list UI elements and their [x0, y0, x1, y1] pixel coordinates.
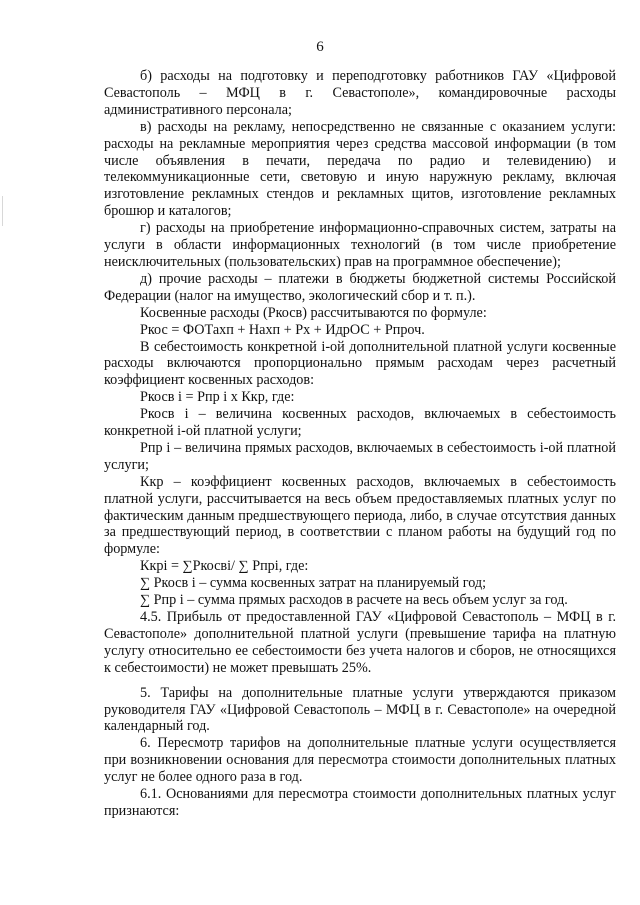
paragraph-b-training-expenses: б) расходы на подготовку и переподготовку работников ГАУ «Цифровой Севастополь – МФЦ в г. Севастополе», командировочные расходы административного персонала;	[104, 68, 616, 118]
definition-sum-indirect: ∑ Ркосв i – сумма косвенных затрат на планируемый год;	[140, 575, 487, 592]
paragraph-v-advertising-expenses: в) расходы на рекламу, непосредственно не связанные с оказанием услуги: расходы на рекламные мероприятия через средства массовой информации (в том числе объявления в печати, передача по радио и телевидению) и телекоммуникационные сети, световую и иную наружную рекламу, включая изготовление рекламных стендов и рекламных щитов, изготовление рекламных брошюр и каталогов;	[104, 118, 616, 220]
indirect-costs-intro: Косвенные расходы (Ркосв) рассчитываются по формуле:	[140, 304, 487, 321]
section-6-revision: 6. Пересмотр тарифов на дополнительные платные услуги осуществляется при возникновении основания для пересмотра стоимости дополнительных платных услуг не более одного раза в год.	[104, 735, 616, 786]
definition-sum-direct: ∑ Рпр i – сумма прямых расходов в расчете на весь объем услуг за год.	[140, 592, 568, 609]
indirect-costs-formula: Ркос = ФОТахп + Нахп + Рх + ИдрОС + Рпроч.	[140, 321, 425, 338]
section-4-5-profit: 4.5. Прибыль от предоставленной ГАУ «Цифровой Севастополь – МФЦ в г. Севастополе» дополнительной платной услуги (превышение тарифа на платную услугу относительно ее себестоимости без учета налогов и сборов, не относящихся к себестоимости) не может превышать 25%.	[104, 609, 616, 676]
section-6-1-grounds: 6.1. Основаниями для пересмотра стоимости дополнительных платных услуг признаются:	[104, 786, 616, 819]
page-number: 6	[316, 39, 324, 55]
document-body	[104, 68, 616, 820]
definition-indirect-cost: Ркосв i – величина косвенных расходов, включаемых в себестоимость конкретной i-ой платной услуги;	[104, 406, 616, 440]
definition-direct-cost: Рпр i – величина прямых расходов, включаемых в себестоимость i-ой платной услуги;	[104, 439, 616, 473]
cost-allocation-paragraph: В себестоимость конкретной i-ой дополнительной платной услуги косвенные расходы включаются пропорционально прямым расходам через расчетный коэффициент косвенных расходов:	[104, 338, 616, 389]
scan-mark	[2, 196, 3, 226]
paragraph-g-information-systems: г) расходы на приобретение информационно-справочных систем, затраты на услуги в области информационных технологий (в том числе приобретение неисключительных (пользовательских) прав на программное обеспечение);	[104, 220, 616, 270]
coefficient-formula: Ккрi = ∑Ркосвi/ ∑ Рпрi, где:	[140, 558, 309, 575]
definition-coefficient: Ккр – коэффициент косвенных расходов, включаемых в себестоимость платной услуги, рассчитывается на весь объем предоставляемых платных услуг по фактическим данным предшествующего периода, либо, в случае отсутствия данных за предшествующий период, в соответствии с планом работы на будущий год по формуле:	[104, 473, 616, 558]
paragraph-d-other-expenses: д) прочие расходы – платежи в бюджеты бюджетной системы Российской Федерации (налог на имущество, экологический сбор и т. п.).	[104, 270, 616, 304]
indirect-cost-per-service-formula: Ркосв i = Рпр i х Ккр, где:	[140, 389, 295, 406]
section-5-tariffs: 5. Тарифы на дополнительные платные услуги утверждаются приказом руководителя ГАУ «Цифровой Севастополь – МФЦ в г. Севастополе» на очередной календарный год.	[104, 684, 616, 735]
